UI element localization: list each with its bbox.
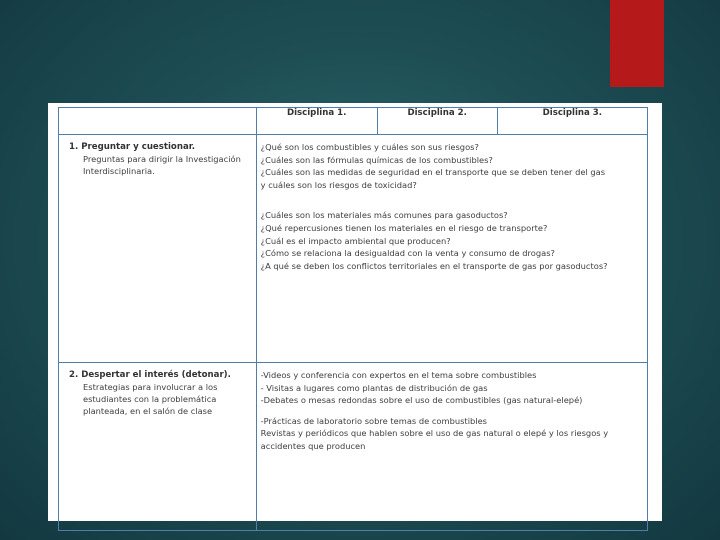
- content-line: ¿Cuáles son los materiales más comunes para gasoductos?: [260, 210, 508, 221]
- content-line: accidentes que producen: [260, 440, 366, 451]
- content-line: - Visitas a lugares como plantas de distribución de gas: [260, 382, 488, 393]
- content-line: -Prácticas de laboratorio sobre temas de combustibles: [260, 415, 487, 426]
- table-header-row: [59, 108, 648, 135]
- row-content-cell: [256, 135, 647, 363]
- table-row: [59, 363, 648, 531]
- header-empty-cell: [59, 108, 257, 135]
- spacer: [261, 191, 643, 209]
- content-line: Revistas y periódicos que hablen sobre el uso de gas natural o elepé y los riesgos y: [260, 428, 609, 439]
- accent-bar: [610, 0, 664, 87]
- planning-table: [58, 107, 648, 531]
- content-line: -Debates o mesas redondas sobre el uso de combustibles (gas natural-elepé): [260, 395, 583, 406]
- content-line: -Videos y conferencia con expertos en el tema sobre combustibles: [260, 370, 537, 380]
- content-line: ¿Qué son los combustibles y cuáles son sus riesgos?: [260, 142, 479, 152]
- content-line: ¿Cómo se relaciona la desigualdad con la venta y consumo de drogas?: [260, 248, 555, 259]
- header-discipline-3: Disciplina 3.: [497, 108, 647, 135]
- spacer: [261, 407, 643, 415]
- content-line: ¿Cuáles son las medidas de seguridad en el transporte que se deben tener del gas: [260, 167, 606, 178]
- content-line: ¿Cuáles son las fórmulas químicas de los combustibles?: [260, 154, 493, 165]
- row-content-cell: [256, 363, 647, 531]
- row-label-cell: [59, 363, 257, 531]
- content-line: ¿Cuál es el impacto ambiental que producen?: [260, 235, 451, 246]
- row-title: 2. Despertar el interés (detonar).: [69, 370, 231, 380]
- table-row: [59, 135, 648, 363]
- content-line: ¿Qué repercusiones tienen los materiales en el riesgo de transporte?: [260, 222, 548, 233]
- header-discipline-1: Disciplina 1.: [256, 108, 377, 135]
- content-line: ¿A qué se deben los conflictos territoriales en el transporte de gas por gasoductos?: [260, 260, 608, 271]
- row-label-cell: [59, 135, 257, 363]
- row-subtitle: Preguntas para dirigir la Investigación Interdisciplinaria.: [83, 154, 241, 176]
- content-line: y cuáles son los riesgos de toxicidad?: [260, 179, 417, 190]
- row-subtitle: Estrategias para involucrar a los estudiantes con la problemática planteada, en el salón de clase: [83, 382, 218, 416]
- header-discipline-2: Disciplina 2.: [377, 108, 497, 135]
- row-title: 1. Preguntar y cuestionar.: [69, 142, 196, 152]
- document-page: [48, 103, 662, 521]
